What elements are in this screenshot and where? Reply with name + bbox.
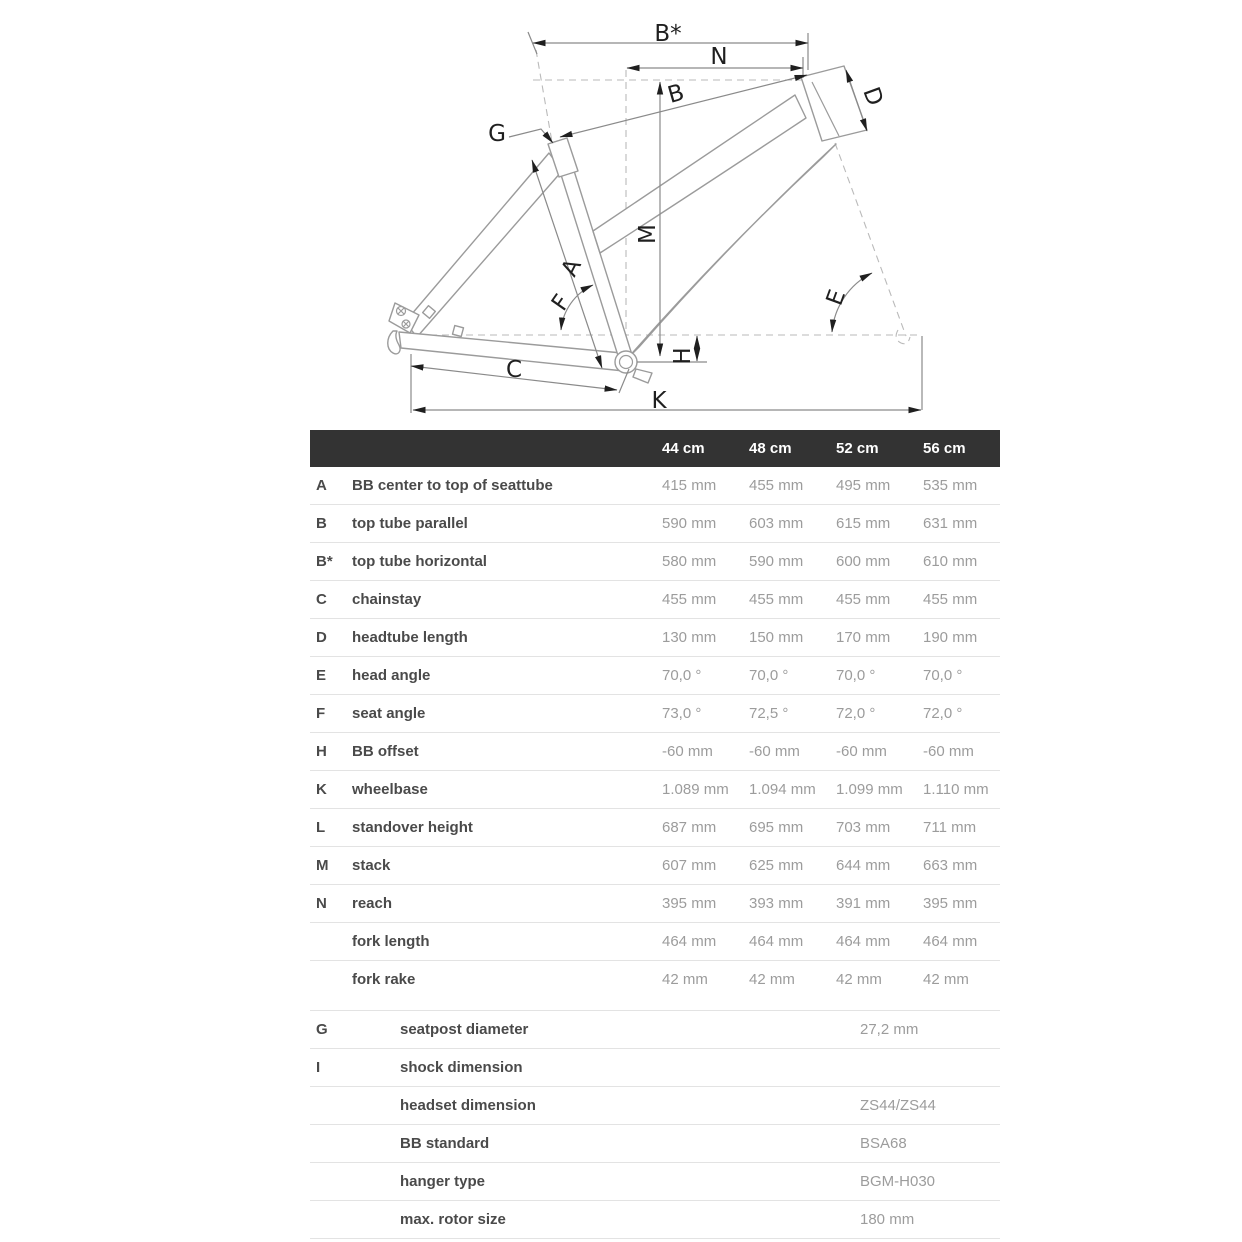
row-value: 615 mm bbox=[836, 515, 891, 532]
row-value: 72,0 ° bbox=[923, 705, 963, 722]
row-value: 464 mm bbox=[749, 933, 804, 950]
row-label: head angle bbox=[352, 667, 431, 684]
geometry-row bbox=[310, 657, 1000, 695]
row-value: 70,0 ° bbox=[662, 667, 702, 684]
row-label: BB center to top of seattube bbox=[352, 477, 553, 494]
row-value: 607 mm bbox=[662, 857, 717, 874]
geometry-row bbox=[310, 961, 1000, 998]
row-value: 590 mm bbox=[662, 515, 717, 532]
row-value: 625 mm bbox=[749, 857, 804, 874]
row-value: 73,0 ° bbox=[662, 705, 702, 722]
row-value: 180 mm bbox=[860, 1211, 915, 1228]
row-letter: A bbox=[316, 477, 327, 494]
row-value: 42 mm bbox=[749, 971, 795, 988]
cable-stop bbox=[452, 325, 463, 336]
row-letter: F bbox=[316, 705, 326, 722]
row-label: hanger type bbox=[400, 1173, 486, 1190]
row-value: 495 mm bbox=[836, 477, 891, 494]
dim-label-k: K bbox=[651, 388, 667, 414]
dim-label-a: A bbox=[556, 254, 587, 281]
row-value: ZS44/ZS44 bbox=[860, 1097, 936, 1114]
row-label: fork length bbox=[352, 933, 430, 950]
row-label: reach bbox=[352, 895, 393, 912]
top-tube bbox=[593, 95, 806, 253]
size-column-header: 52 cm bbox=[836, 440, 879, 457]
details-row bbox=[310, 1163, 1000, 1201]
row-value: 580 mm bbox=[662, 553, 717, 570]
row-value: 603 mm bbox=[749, 515, 804, 532]
row-value: 464 mm bbox=[836, 933, 891, 950]
row-value: 600 mm bbox=[836, 553, 891, 570]
derailleur-hanger bbox=[388, 331, 400, 354]
row-value: 464 mm bbox=[923, 933, 978, 950]
row-value: 455 mm bbox=[662, 591, 717, 608]
row-value: 190 mm bbox=[923, 629, 978, 646]
row-value: 42 mm bbox=[662, 971, 708, 988]
row-letter: K bbox=[316, 781, 327, 798]
row-value: 703 mm bbox=[836, 819, 891, 836]
row-value: 1.099 mm bbox=[836, 781, 903, 798]
row-label: stack bbox=[352, 857, 391, 874]
details-row bbox=[310, 1087, 1000, 1125]
row-value: 72,0 ° bbox=[836, 705, 876, 722]
details-row bbox=[310, 1049, 1000, 1087]
row-value: -60 mm bbox=[749, 743, 800, 760]
row-label: top tube horizontal bbox=[352, 553, 487, 570]
row-value: 455 mm bbox=[923, 591, 978, 608]
row-value: 27,2 mm bbox=[860, 1021, 919, 1038]
details-table bbox=[310, 1010, 1000, 1239]
row-value: 1.089 mm bbox=[662, 781, 729, 798]
geometry-row bbox=[310, 847, 1000, 885]
size-header-row bbox=[310, 430, 1000, 467]
geometry-row bbox=[310, 733, 1000, 771]
row-value: 130 mm bbox=[662, 629, 717, 646]
row-value: 455 mm bbox=[749, 591, 804, 608]
row-value: 610 mm bbox=[923, 553, 978, 570]
row-value: BSA68 bbox=[860, 1135, 907, 1152]
geometry-row bbox=[310, 505, 1000, 543]
row-value: 72,5 ° bbox=[749, 705, 789, 722]
row-value: -60 mm bbox=[836, 743, 887, 760]
bb-cable-guide bbox=[633, 369, 652, 383]
row-letter: L bbox=[316, 819, 326, 836]
row-letter: E bbox=[316, 667, 327, 684]
row-label: wheelbase bbox=[352, 781, 428, 798]
row-value: 455 mm bbox=[749, 477, 804, 494]
row-letter: N bbox=[316, 895, 327, 912]
geometry-row bbox=[310, 809, 1000, 847]
dim-label-m: M bbox=[635, 224, 661, 244]
row-value: 455 mm bbox=[836, 591, 891, 608]
row-label: headset dimension bbox=[400, 1097, 536, 1114]
dim-label-c: C bbox=[505, 357, 523, 383]
geometry-row bbox=[310, 467, 1000, 505]
dim-label-n: N bbox=[710, 44, 728, 70]
row-label: headtube length bbox=[352, 629, 468, 646]
row-letter: C bbox=[316, 591, 327, 608]
details-row bbox=[310, 1201, 1000, 1239]
dim-label-h: H bbox=[670, 347, 696, 365]
row-value: 663 mm bbox=[923, 857, 978, 874]
row-value: 464 mm bbox=[662, 933, 717, 950]
geometry-row bbox=[310, 581, 1000, 619]
dim-label-g: G bbox=[488, 121, 506, 147]
row-letter: H bbox=[316, 743, 327, 760]
size-column-header: 48 cm bbox=[749, 440, 792, 457]
row-value: 170 mm bbox=[836, 629, 891, 646]
geometry-row bbox=[310, 619, 1000, 657]
down-tube bbox=[627, 144, 836, 359]
row-value: 391 mm bbox=[836, 895, 891, 912]
row-letter: B bbox=[316, 515, 327, 532]
geometry-row bbox=[310, 923, 1000, 961]
row-value: -60 mm bbox=[662, 743, 713, 760]
row-value: 70,0 ° bbox=[923, 667, 963, 684]
row-label: standover height bbox=[352, 819, 473, 836]
row-letter: I bbox=[316, 1059, 321, 1076]
row-label: seatpost diameter bbox=[400, 1021, 529, 1038]
details-row bbox=[310, 1125, 1000, 1163]
row-label: top tube parallel bbox=[352, 515, 468, 532]
size-column-header: 56 cm bbox=[923, 440, 966, 457]
geometry-row bbox=[310, 695, 1000, 733]
row-value: 150 mm bbox=[749, 629, 804, 646]
row-value: 42 mm bbox=[923, 971, 969, 988]
geometry-row bbox=[310, 885, 1000, 923]
row-value: 535 mm bbox=[923, 477, 978, 494]
row-letter: G bbox=[316, 1021, 328, 1038]
row-value: 1.110 mm bbox=[923, 781, 989, 798]
row-value: 687 mm bbox=[662, 819, 717, 836]
row-label: fork rake bbox=[352, 971, 416, 988]
row-value: 1.094 mm bbox=[749, 781, 816, 798]
row-value: 711 mm bbox=[923, 819, 977, 836]
dim-label-f: F bbox=[546, 290, 576, 316]
dim-label-b: B bbox=[664, 79, 688, 109]
details-row bbox=[310, 1011, 1000, 1049]
row-label: BB standard bbox=[400, 1135, 490, 1152]
row-label: max. rotor size bbox=[400, 1211, 506, 1228]
row-letter: B* bbox=[316, 553, 333, 570]
row-letter: D bbox=[316, 629, 327, 646]
dim-label-e: E bbox=[821, 286, 852, 309]
row-value: 70,0 ° bbox=[749, 667, 789, 684]
row-value: 395 mm bbox=[662, 895, 717, 912]
row-label: chainstay bbox=[352, 591, 422, 608]
row-value: BGM-H030 bbox=[860, 1173, 936, 1190]
row-label: seat angle bbox=[352, 705, 426, 722]
row-value: 393 mm bbox=[749, 895, 804, 912]
row-letter: M bbox=[316, 857, 329, 874]
row-label: shock dimension bbox=[400, 1059, 523, 1076]
row-label: BB offset bbox=[352, 743, 419, 760]
row-value: 395 mm bbox=[923, 895, 978, 912]
row-value: 415 mm bbox=[662, 477, 717, 494]
size-column-header: 44 cm bbox=[662, 440, 705, 457]
dim-label-b-star: B* bbox=[654, 21, 682, 47]
row-value: 695 mm bbox=[749, 819, 804, 836]
geometry-row bbox=[310, 771, 1000, 809]
dim-label-d: D bbox=[857, 83, 888, 110]
row-value: 70,0 ° bbox=[836, 667, 876, 684]
geometry-row bbox=[310, 543, 1000, 581]
row-value: 590 mm bbox=[749, 553, 804, 570]
row-value: 644 mm bbox=[836, 857, 891, 874]
row-value: 631 mm bbox=[923, 515, 978, 532]
row-value: 42 mm bbox=[836, 971, 882, 988]
row-value: -60 mm bbox=[923, 743, 974, 760]
geometry-table bbox=[310, 430, 1000, 998]
bottom-bracket bbox=[615, 351, 637, 373]
frame-geometry-diagram bbox=[0, 0, 1242, 430]
